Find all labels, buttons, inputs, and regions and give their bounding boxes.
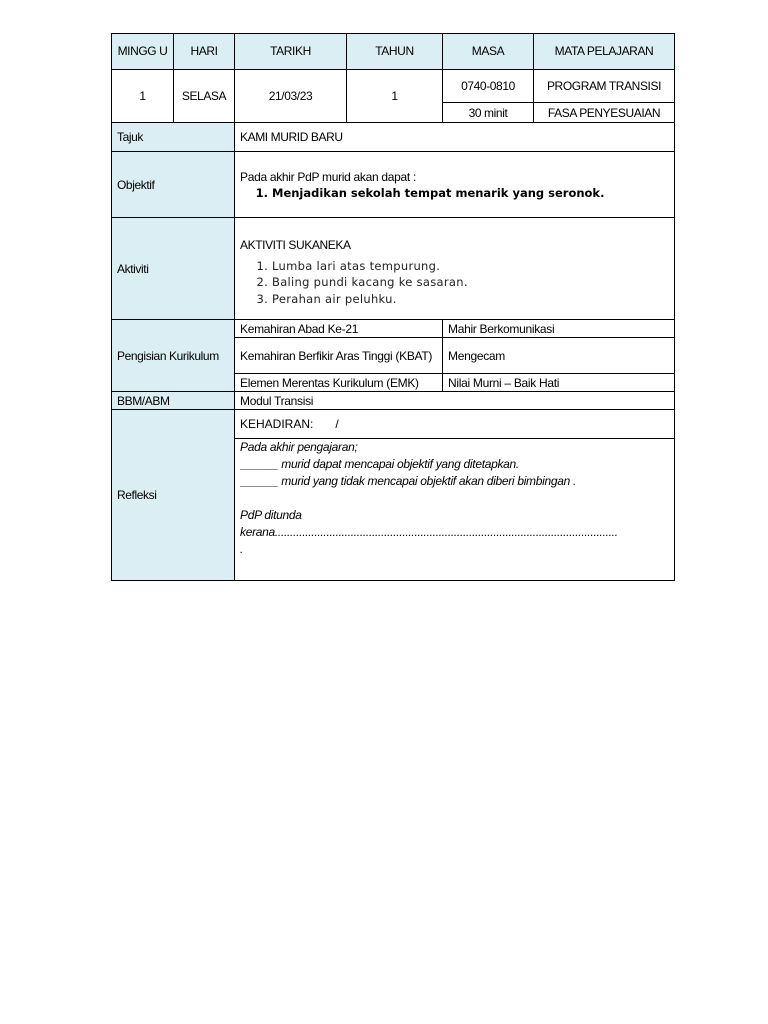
refleksi-blank-line	[240, 490, 669, 507]
masa-time: 0740-0810	[443, 70, 534, 103]
tarikh-value: 21/03/23	[235, 70, 347, 123]
header-minggu: MINGG U	[112, 34, 174, 70]
header-mata-pelajaran: MATA PELAJARAN	[534, 34, 675, 70]
pengisian-value: Nilai Murni – Baik Hati	[443, 374, 675, 392]
phase-value: FASA PENYESUAIAN	[534, 103, 675, 123]
tajuk-row	[112, 123, 675, 152]
kehadiran-value: /	[335, 417, 339, 431]
pengisian-name: Kemahiran Berfikir Aras Tinggi (KBAT)	[235, 338, 443, 374]
objektif-content	[235, 152, 675, 218]
refleksi-line: Pada akhir pengajaran;	[240, 440, 358, 454]
kehadiran-cell	[235, 410, 675, 439]
refleksi-line: ______ murid dapat mencapai objektif yang ditetapkan.	[240, 457, 519, 471]
bbm-label: BBM/ABM	[112, 392, 235, 410]
session-row	[112, 70, 675, 103]
refleksi-notes	[240, 439, 669, 558]
header-tahun: TAHUN	[347, 34, 443, 70]
refleksi-line: PdP ditunda	[240, 508, 302, 522]
subject-value: PROGRAM TRANSISI	[534, 70, 675, 103]
pengisian-value: Mahir Berkomunikasi	[443, 320, 675, 338]
pengisian-row-1	[112, 320, 675, 338]
bbm-row	[112, 392, 675, 410]
aktiviti-item: 3. Perahan air peluhku.	[272, 291, 669, 308]
minggu-value: 1	[112, 70, 174, 123]
aktiviti-content	[235, 218, 675, 320]
refleksi-line: .	[240, 542, 244, 556]
header-masa: MASA	[443, 34, 534, 70]
pengisian-name: Kemahiran Abad Ke-21	[235, 320, 443, 338]
objektif-intro: Pada akhir PdP murid akan dapat :	[240, 169, 416, 184]
pengisian-name: Elemen Merentas Kurikulum (EMK)	[235, 374, 443, 392]
objektif-row	[112, 152, 675, 218]
lesson-plan-table	[111, 33, 675, 581]
pengisian-label: Pengisian Kurikulum	[112, 320, 235, 392]
header-row	[112, 34, 675, 70]
refleksi-content	[235, 439, 675, 581]
aktiviti-row	[112, 218, 675, 320]
refleksi-row-1	[112, 410, 675, 439]
tahun-value: 1	[347, 70, 443, 123]
bbm-value: Modul Transisi	[235, 392, 675, 410]
kehadiran-label: KEHADIRAN:	[240, 417, 314, 431]
aktiviti-title: AKTIVITI SUKANEKA	[240, 237, 351, 252]
hari-value: SELASA	[174, 70, 235, 123]
tajuk-value: KAMI MURID BARU	[235, 123, 675, 152]
aktiviti-label: Aktiviti	[112, 218, 235, 320]
masa-duration: 30 minit	[443, 103, 534, 123]
aktiviti-item: 2. Baling pundi kacang ke sasaran.	[272, 274, 669, 291]
pengisian-value: Mengecam	[443, 338, 675, 374]
aktiviti-item: 1. Lumba lari atas tempurung.	[272, 258, 669, 275]
tajuk-label: Tajuk	[112, 123, 235, 152]
aktiviti-list	[240, 258, 669, 308]
header-hari: HARI	[174, 34, 235, 70]
objektif-item: 1. Menjadikan sekolah tempat menarik yang seronok.	[272, 186, 669, 200]
refleksi-line: kerana.................................................................................................................	[240, 525, 618, 539]
objektif-list	[240, 186, 669, 200]
refleksi-label: Refleksi	[112, 410, 235, 581]
header-tarikh: TARIKH	[235, 34, 347, 70]
refleksi-line: ______ murid yang tidak mencapai objektif akan diberi bimbingan .	[240, 474, 577, 488]
objektif-label: Objektif	[112, 152, 235, 218]
